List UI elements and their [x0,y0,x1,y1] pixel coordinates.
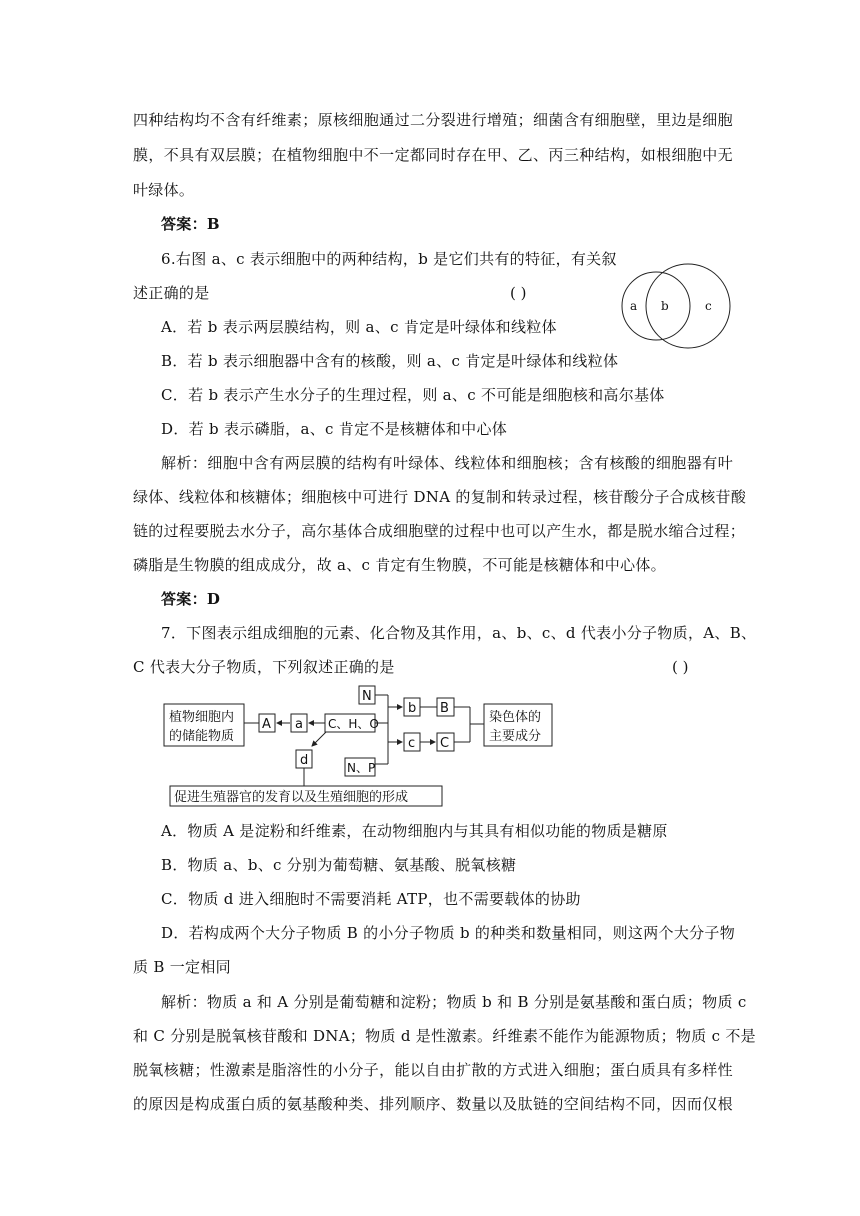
explanation-line: 脱氧核糖；性激素是脂溶性的小分子，能以自由扩散的方式进入细胞；蛋白质具有多样性 [133,1061,733,1079]
option-d: 质 B 一定相同 [133,958,231,976]
answer-blank: ( ) [510,284,527,302]
diagram-plant-storage-2: 的储能物质 [169,729,235,744]
explanation-line: 磷脂是生物膜的组成成分，故 a、c 肯定有生物膜，不可能是核糖体和中心体。 [133,556,666,574]
explanation-line: 四种结构均不含有纤维素；原核细胞通过二分裂进行增殖；细菌含有细胞壁，里边是细胞 [133,111,733,129]
diagram-node-A: A [262,717,271,732]
explanation-line: 膜，不具有双层膜；在植物细胞中不一定都同时存在甲、乙、丙三种结构，如根细胞中无 [133,146,733,164]
question-7-stem: C 代表大分子物质，下列叙述正确的是 [133,658,395,676]
explanation-line: 和 C 分别是脱氧核苷酸和 DNA；物质 d 是性激素。纤维素不能作为能源物质；物质 c 不是 [133,1027,756,1045]
explanation-line: 链的过程要脱去水分子，高尔基体合成细胞壁的过程中也可以产生水，都是脱水缩合过程； [133,522,746,540]
question-6-stem: 6.右图 a、c 表示细胞中的两种结构，b 是它们共有的特征，有关叙 [161,250,617,268]
venn-label-c: c [705,299,712,313]
diagram-reproduction: 促进生殖器官的发育以及生殖细胞的形成 [174,790,409,805]
diagram-node-b: b [408,701,417,716]
answer-blank: ( ) [672,658,689,676]
explanation-line: 绿体、线粒体和核糖体；细胞核中可进行 DNA 的复制和转录过程，核苷酸分子合成核苷酸 [133,488,747,506]
answer-label: 答案：B [161,215,220,233]
venn-label-a: a [630,299,638,313]
diagram-chromosome-2: 主要成分 [489,729,542,744]
diagram-node-NP: N、P [347,761,376,775]
diagram-node-d: d [300,753,309,768]
option-d: D．若 b 表示磷脂，a、c 肯定不是核糖体和中心体 [161,420,508,438]
option-d: D．若构成两个大分子物质 B 的小分子物质 b 的种类和数量相同，则这两个大分子物 [161,924,736,942]
diagram-chromosome-1: 染色体的 [489,710,542,725]
diagram-plant-storage-1: 植物细胞内 [169,710,235,725]
diagram-node-CHO: C、H、O [328,717,379,731]
diagram-node-a: a [295,717,303,732]
answer-label: 答案：D [161,590,221,608]
option-a: A．物质 A 是淀粉和纤维素，在动物细胞内与其具有相似功能的物质是糖原 [161,822,668,840]
explanation-line: 的原因是构成蛋白质的氨基酸种类、排列顺序、数量以及肽链的空间结构不同，因而仅根 [133,1095,733,1113]
diagram-node-N: N [362,689,372,704]
diagram-node-B: B [440,701,449,716]
question-7-stem: 7．下图表示组成细胞的元素、化合物及其作用，a、b、c、d 代表小分子物质，A、B、 [161,624,757,642]
option-a: A．若 b 表示两层膜结构，则 a、c 肯定是叶绿体和线粒体 [161,318,557,336]
venn-label-b: b [661,299,669,313]
venn-circle-c [646,264,730,348]
explanation-line: 解析：细胞中含有两层膜的结构有叶绿体、线粒体和细胞核；含有核酸的细胞器有叶 [161,454,733,472]
explanation-line: 解析：物质 a 和 A 分别是葡萄糖和淀粉；物质 b 和 B 分别是氨基酸和蛋白质；物质 c [161,993,747,1011]
option-c: C．若 b 表示产生水分子的生理过程，则 a、c 不可能是细胞核和高尔基体 [161,386,665,404]
venn-diagram [612,258,732,358]
option-b: B．物质 a、b、c 分别为葡萄糖、氨基酸、脱氧核糖 [161,856,517,874]
question-6-stem: 述正确的是 [133,284,210,302]
flow-diagram [160,682,560,810]
diagram-node-C: C [440,736,450,751]
option-b: B．若 b 表示细胞器中含有的核酸，则 a、c 肯定是叶绿体和线粒体 [161,352,619,370]
option-c: C．物质 d 进入细胞时不需要消耗 ATP，也不需要载体的协助 [161,890,581,908]
diagram-node-c: c [408,736,416,751]
explanation-line: 叶绿体。 [133,181,195,199]
